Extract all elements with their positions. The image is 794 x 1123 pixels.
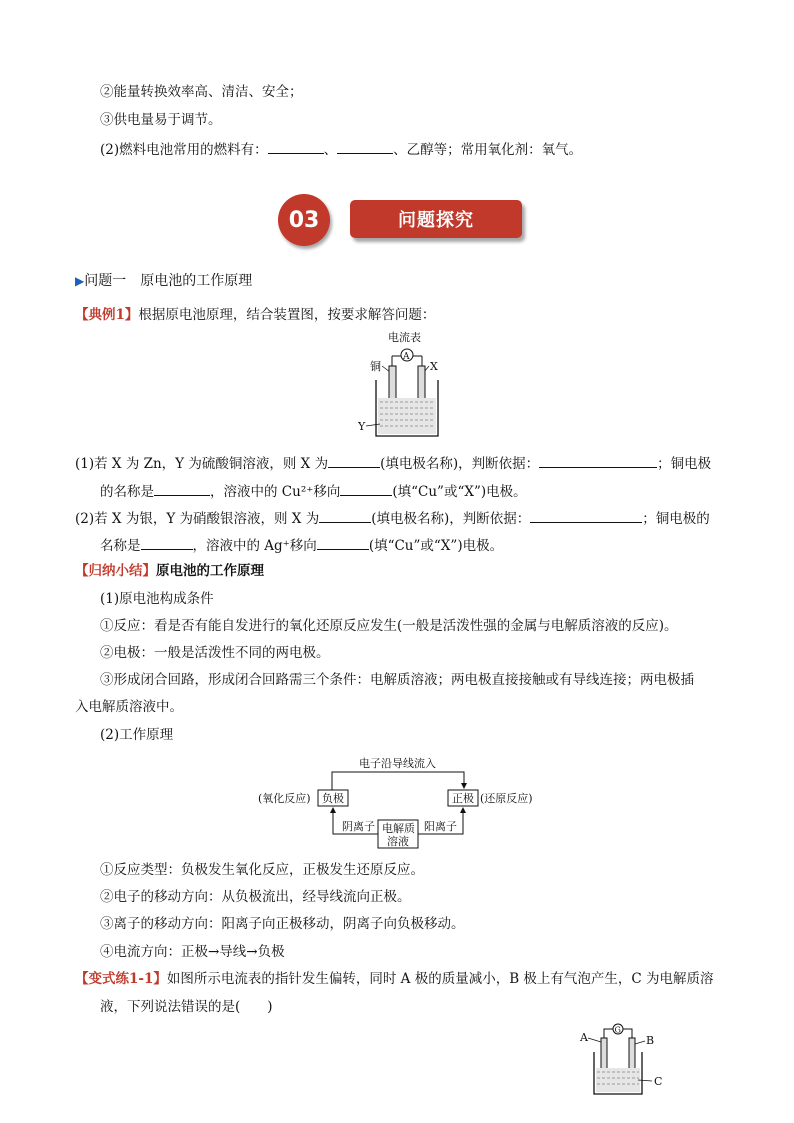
q1-text-a: (1)若 X 为 Zn，Y 为硫酸铜溶液，则 X 为	[75, 456, 329, 472]
q2-text-a: (2)若 X 为银，Y 为硝酸银溶液，则 X 为	[75, 511, 320, 527]
anode-label: 负极	[322, 792, 344, 805]
q2-text-e: ，溶液中的 Ag⁺移向	[192, 538, 317, 554]
anion-label: 阴离子	[342, 820, 375, 833]
summary-heading	[75, 562, 264, 580]
q2-text-d: 名称是	[100, 538, 141, 554]
working-principle-diagram	[256, 754, 540, 850]
q2-text-c: ；铜电极的	[642, 511, 710, 527]
label-a: A	[580, 1031, 588, 1044]
fuel-suffix: 、乙醇等；常用氧化剂：氧气。	[393, 142, 583, 158]
copper-label: 铜	[370, 360, 381, 373]
example-line	[75, 306, 435, 324]
problem-heading-text: 问题一 原电池的工作原理	[84, 273, 253, 289]
result-2: ②电子的移动方向：从负极流出，经导线流向正极。	[100, 889, 411, 905]
result-1: ①反应类型：负极发生氧化反应，正极发生还原反应。	[100, 862, 424, 878]
electron-flow-label: 电子沿导线流入	[359, 757, 436, 770]
fuel-separator: 、	[323, 142, 338, 158]
label-b: B	[646, 1034, 655, 1047]
q1-blank-basis[interactable]	[539, 453, 657, 468]
triangle-marker-icon: ▶	[75, 274, 85, 288]
example-text: 根据原电池原理，结合装置图，按要求解答问题：	[138, 307, 436, 323]
fuel-prefix: (2)燃料电池常用的燃料有：	[100, 142, 268, 158]
q2-text-f: (填“Cu”或“X”)电极。	[368, 538, 504, 554]
variant-tag: 【变式练1-1】	[75, 971, 167, 987]
oxidation-label: (氧化反应)	[258, 792, 311, 805]
fuel-blank-1[interactable]	[268, 139, 324, 154]
example-tag: 【典例1】	[75, 307, 139, 323]
q2-blank-basis[interactable]	[530, 508, 642, 523]
q1-text-b: (填电极名称)，判断依据：	[380, 456, 540, 472]
result-4: ④电流方向：正极→导线→负极	[100, 944, 285, 960]
galvanometer-symbol: G	[614, 1025, 621, 1035]
cation-label: 阳离子	[424, 820, 457, 833]
fuel-line	[100, 139, 582, 159]
q1-text-f: (填“Cu”或“X”)电极。	[392, 484, 527, 500]
question-2-line-2	[100, 535, 503, 555]
summary-p1: (1)原电池构成条件	[100, 591, 214, 607]
summary-p4a: ③形成闭合回路，形成闭合回路需三个条件：电解质溶液；两电极直接接触或有导线连接；两电极插	[100, 672, 694, 688]
q2-text-b: (填电极名称)，判断依据：	[371, 511, 531, 527]
q2-blank-electrode[interactable]	[319, 508, 371, 523]
q2-blank-direction[interactable]	[317, 535, 369, 550]
problem-heading	[75, 272, 252, 290]
section-number: 03	[278, 194, 330, 246]
fuel-blank-2[interactable]	[337, 139, 393, 154]
ammeter-label: 电流表	[388, 331, 421, 344]
intro-line-3: ③供电量易于调节。	[100, 112, 222, 128]
solution-fill	[378, 398, 436, 434]
question-1-line-1	[75, 453, 711, 473]
question-2-line-1	[75, 508, 710, 528]
q1-text-d: 的名称是	[100, 484, 154, 500]
q2-blank-copper-name[interactable]	[141, 535, 193, 550]
summary-p3: ②电极：一般是活泼性不同的两电极。	[100, 645, 330, 661]
q1-text-c: ；铜电极	[657, 456, 712, 472]
reduction-label: (还原反应)	[480, 792, 533, 805]
solution-label: Y	[358, 420, 366, 433]
summary-p5: (2)工作原理	[100, 727, 174, 743]
q1-text-e: ，溶液中的 Cu²⁺移向	[210, 484, 341, 500]
q1-blank-copper-name[interactable]	[154, 481, 210, 496]
cathode-label: 正极	[452, 792, 474, 805]
variant-line-2: 液，下列说法错误的是( )	[100, 999, 273, 1015]
electrolyte-label-2: 溶液	[387, 835, 409, 848]
summary-p4b: 入电解质溶液中。	[75, 699, 183, 715]
electron-flow-arrow	[332, 772, 464, 790]
galvanic-cell-figure	[352, 330, 448, 442]
variant-text-a: 如图所示电流表的指针发生偏转，同时 A 极的质量减小，B 极上有气泡产生，C 为电解质溶	[166, 971, 714, 987]
summary-p2: ①反应：看是否有能自发进行的氧化还原反应发生(一般是活泼性强的金属与电解质溶液的反应)。	[100, 618, 678, 634]
section-badge	[278, 194, 532, 246]
q1-blank-electrode[interactable]	[328, 453, 380, 468]
x-label: X	[430, 360, 438, 373]
section-title: 问题探究	[350, 200, 522, 238]
question-1-line-2	[100, 481, 527, 501]
variant-line-1	[75, 970, 714, 988]
variant-cell-figure	[576, 1022, 672, 1098]
summary-title: 原电池的工作原理	[156, 563, 264, 579]
q1-blank-direction[interactable]	[340, 481, 392, 496]
electrolyte-label-1: 电解质	[382, 822, 415, 835]
label-c: C	[654, 1075, 663, 1088]
result-3: ③离子的移动方向：阳离子向正极移动，阴离子向负极移动。	[100, 916, 465, 932]
intro-line-2: ②能量转换效率高、清洁、安全；	[100, 84, 303, 100]
summary-tag: 【归纳小结】	[75, 563, 156, 579]
ammeter-symbol: A	[403, 352, 410, 362]
